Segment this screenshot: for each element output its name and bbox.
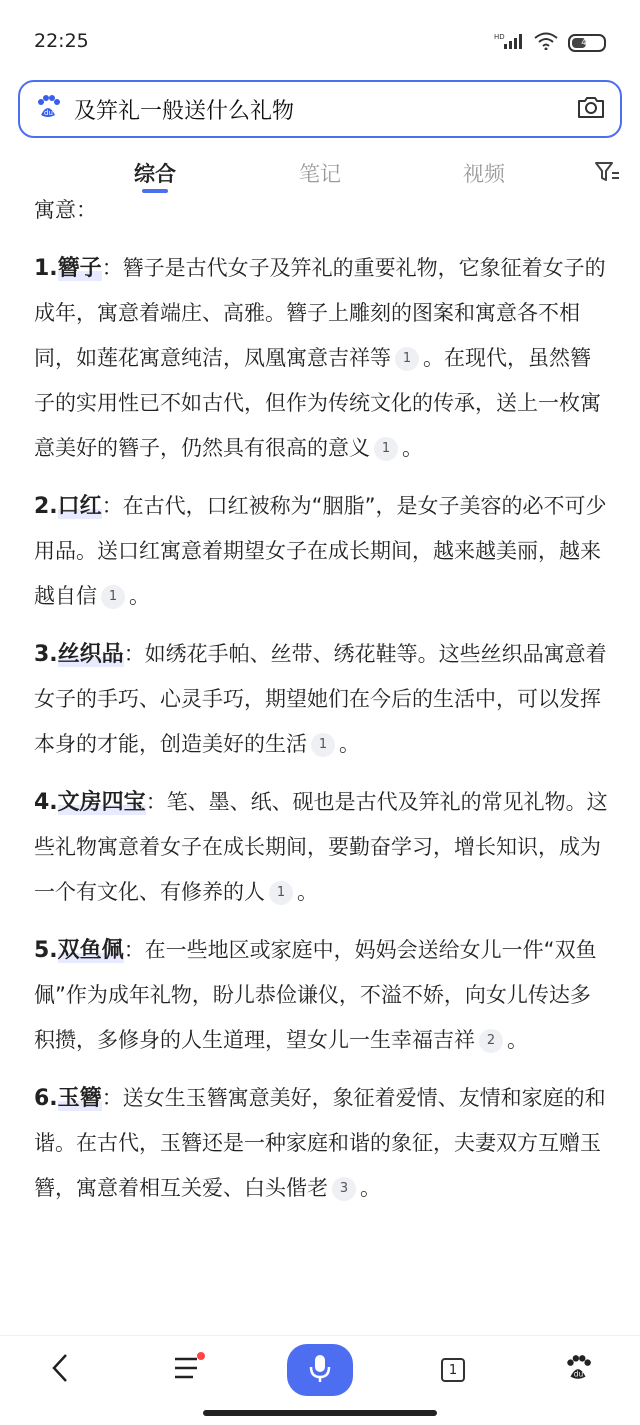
item-text: 。 [129, 584, 150, 608]
item-text: 。 [402, 436, 423, 460]
gift-list [34, 246, 610, 1211]
gift-item [34, 484, 610, 619]
svg-text:HD: HD [494, 33, 505, 41]
item-text: ：簪子是古代女子及笄礼的重要礼物，它象征着女子的成年，寓意着端庄、高雅。簪子上雕刻的图案和寓意各不相同，如莲花寓意纯洁，凤凰寓意吉祥等 [34, 256, 606, 370]
gift-item [34, 1076, 610, 1211]
svg-text:du: du [44, 109, 53, 117]
microphone-icon [309, 1353, 331, 1387]
baidu-paw-icon [34, 93, 62, 125]
home-button[interactable] [546, 1344, 610, 1396]
item-text: ：笔、墨、纸、砚也是古代及笄礼的常见礼物。这些礼物寓意着女子在成长期间，要勤奋学习，增长知识，成为一个有文化、有修养的人 [34, 790, 608, 904]
filter-icon[interactable] [594, 160, 620, 188]
item-number: 2. [34, 494, 58, 519]
item-title-link[interactable]: 文房四宝 [57, 790, 146, 815]
citation-badge[interactable]: 1 [101, 585, 125, 609]
item-text: ：在一些地区或家庭中，妈妈会送给女儿一件“双鱼佩”作为成年礼物，盼儿恭俭谦仪，不溢不娇，向女儿传达多积攒，多修身的人生道理，望女儿一生幸福吉祥 [34, 938, 597, 1052]
citation-badge[interactable]: 1 [311, 733, 335, 757]
citation-badge[interactable]: 1 [395, 347, 419, 371]
search-input[interactable]: 及笄礼一般送什么礼物 [74, 98, 295, 124]
citation-badge[interactable]: 2 [479, 1029, 503, 1053]
tab-all[interactable]: 综合 [134, 162, 176, 186]
item-text: 。 [360, 1176, 381, 1200]
item-title-link[interactable]: 玉簪 [57, 1086, 102, 1111]
baidu-paw-icon [563, 1353, 593, 1387]
status-time: 22:25 [34, 30, 89, 52]
tab-count: 1 [441, 1358, 465, 1382]
search-bar[interactable] [18, 80, 622, 138]
item-title-link[interactable]: 丝织品 [57, 642, 124, 667]
item-text: 。在现代，虽然簪子的实用性已不如古代，但作为传统文化的传承，送上一枚寓意美好的簪子，仍然具有很高的意义 [34, 346, 601, 460]
gift-item [34, 632, 610, 767]
citation-badge[interactable]: 3 [332, 1177, 356, 1201]
item-title-link[interactable]: 双鱼佩 [57, 938, 124, 963]
tab-notes[interactable]: 笔记 [299, 162, 341, 186]
gift-item [34, 928, 610, 1063]
item-text: 。 [297, 880, 318, 904]
battery-icon: 48 [568, 34, 606, 52]
citation-badge[interactable]: 1 [374, 437, 398, 461]
wifi-icon [534, 32, 558, 54]
svg-text:du: du [573, 1369, 584, 1379]
item-text: 。 [507, 1028, 528, 1052]
citation-badge[interactable]: 1 [269, 881, 293, 905]
bottom-nav [0, 1335, 640, 1406]
status-icons [494, 32, 606, 54]
item-title-link[interactable]: 簪子 [57, 256, 102, 281]
item-text: ：在古代，口红被称为“胭脂”，是女子美容的必不可少用品。送口红寓意着期望女子在成长期间，越来越美丽，越来越自信 [34, 494, 607, 608]
status-bar [0, 0, 640, 80]
answer-content [34, 188, 610, 1224]
menu-button[interactable] [155, 1344, 219, 1396]
item-number: 5. [34, 938, 58, 963]
back-button[interactable] [28, 1344, 92, 1396]
tabs-button[interactable] [421, 1344, 485, 1396]
notification-dot [197, 1352, 205, 1360]
intro-text: 寓意： [34, 198, 97, 222]
item-number: 4. [34, 790, 58, 815]
camera-icon[interactable] [576, 94, 606, 124]
voice-search-button[interactable] [287, 1344, 353, 1396]
item-text: ：送女生玉簪寓意美好，象征着爱情、友情和家庭的和谐。在古代，玉簪还是一种家庭和谐的象征，夫妻双方互赠玉簪，寓意着相互关爱、白头偕老 [34, 1086, 606, 1200]
home-indicator[interactable] [203, 1410, 437, 1416]
gift-item [34, 246, 610, 471]
item-number: 3. [34, 642, 58, 667]
item-number: 1. [34, 256, 58, 281]
back-icon [50, 1353, 70, 1387]
item-text: ：如绣花手帕、丝带、绣花鞋等。这些丝织品寓意着女子的手巧、心灵手巧，期望她们在今后的生活中，可以发挥本身的才能，创造美好的生活 [34, 642, 607, 756]
tab-video[interactable]: 视频 [463, 162, 505, 186]
signal-icon [494, 32, 524, 54]
menu-icon [173, 1356, 201, 1384]
gift-item [34, 780, 610, 915]
item-text: 。 [339, 732, 360, 756]
item-title-link[interactable]: 口红 [57, 494, 102, 519]
item-number: 6. [34, 1086, 58, 1111]
